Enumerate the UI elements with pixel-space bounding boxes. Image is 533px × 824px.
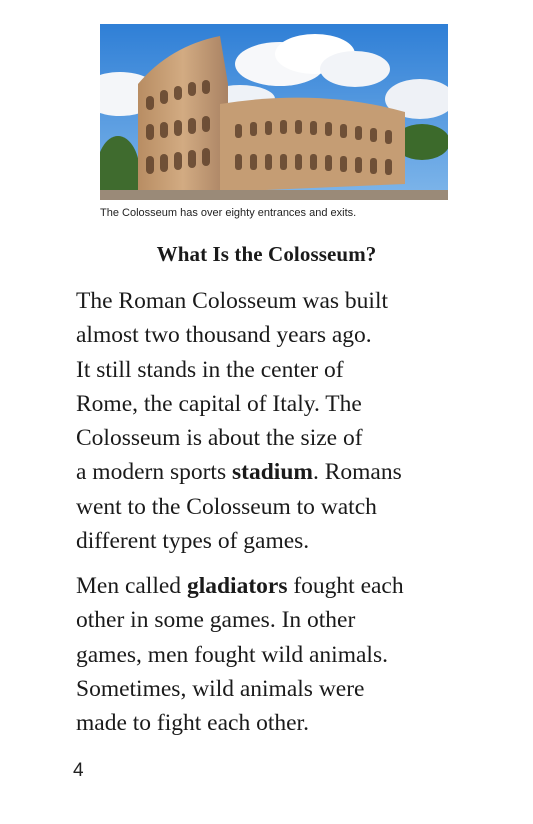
paragraph-gladiators — [76, 569, 496, 740]
photo-caption: The Colosseum has over eighty entrances and exits. — [100, 207, 357, 219]
text-line: Sometimes, wild animals were — [76, 675, 365, 702]
text-line: Colosseum is about the size of — [76, 425, 363, 452]
text-line — [76, 569, 496, 603]
text-segment: . Romans — [312, 459, 402, 486]
text-line: other in some games. In other — [76, 607, 356, 634]
text-segment: Men called — [76, 573, 187, 599]
text-line: different types of games. — [76, 528, 310, 555]
text-line: went to the Colosseum to watch — [76, 493, 377, 520]
text-line: games, men fought wild animals. — [76, 641, 388, 668]
text-line — [76, 455, 496, 489]
page-number: 4 — [73, 760, 84, 781]
text-segment: a modern sports — [76, 459, 232, 486]
text-line: made to fight each other. — [76, 710, 309, 737]
vocabulary-word-stadium: stadium — [232, 459, 313, 486]
colosseum-photo — [100, 24, 448, 200]
text-line: almost two thousand years ago. — [76, 322, 372, 349]
text-line: The Roman Colosseum was built — [76, 288, 389, 314]
text-line: Rome, the capital of Italy. The — [76, 390, 362, 417]
text-segment: fought each — [287, 573, 404, 599]
text-line: It still stands in the center of — [76, 356, 344, 383]
section-heading: What Is the Colosseum? — [156, 242, 377, 266]
vocabulary-word-gladiators: gladiators — [186, 573, 288, 599]
paragraph-colosseum-intro — [76, 284, 496, 558]
